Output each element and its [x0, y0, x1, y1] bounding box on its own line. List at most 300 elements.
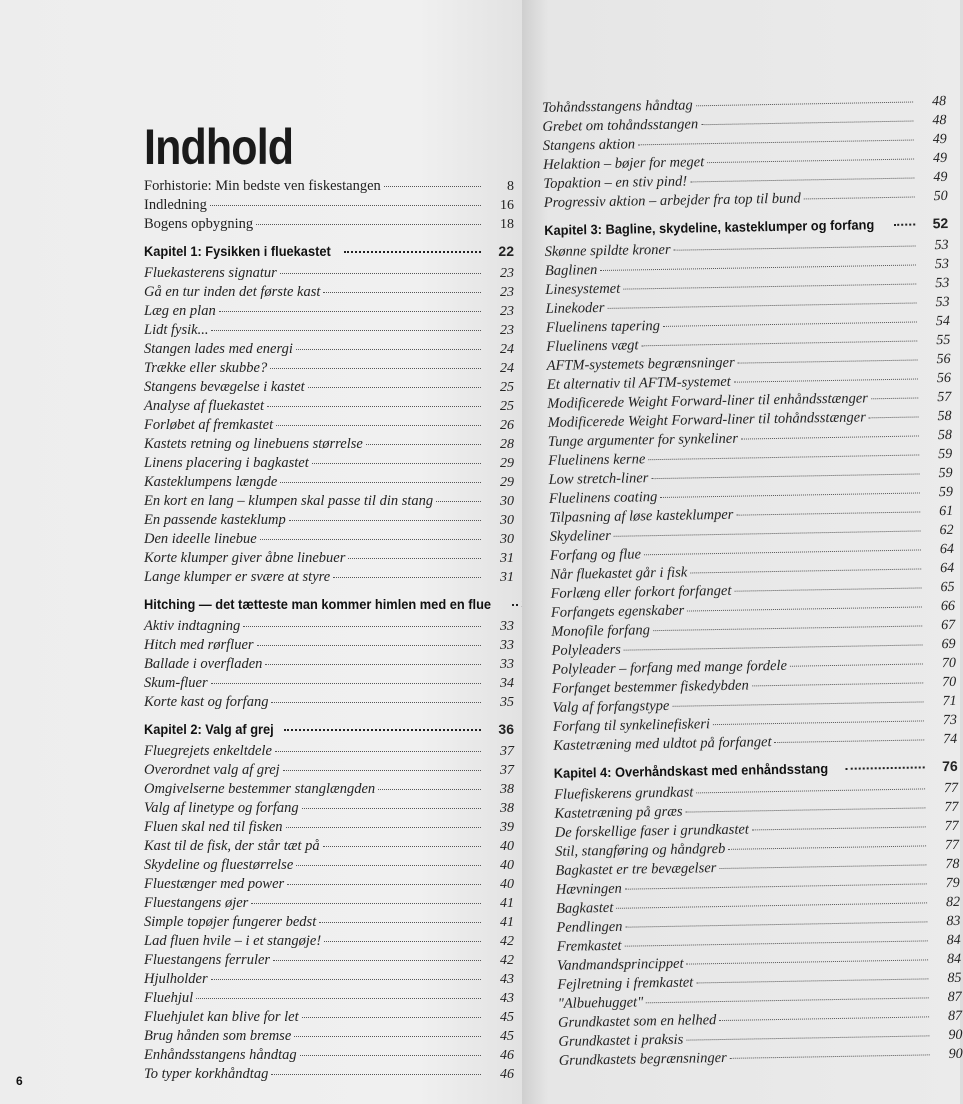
toc-page-number: 26 — [500, 418, 514, 433]
dot-leader — [738, 359, 918, 363]
toc-entry-title: Fluegrejets enkeltdele — [144, 743, 272, 759]
dot-leader — [638, 140, 914, 146]
toc-page-number: 23 — [500, 323, 514, 338]
toc-entry-title: Analyse af fluekastet — [144, 398, 264, 414]
dot-leader — [624, 940, 927, 946]
dot-leader — [871, 397, 918, 399]
toc-page-number: 38 — [500, 801, 514, 816]
toc-page-number: 40 — [500, 858, 514, 873]
dot-leader — [651, 473, 919, 479]
toc-entry-title: Gå en tur inden det første kast — [144, 284, 321, 300]
dot-leader — [672, 701, 923, 706]
toc-entry-title: Aktiv indtagning — [144, 618, 241, 634]
toc-entry — [144, 990, 514, 1009]
toc-entry-title: Tilpasning af løse kasteklumper — [549, 506, 734, 526]
toc-entry — [144, 933, 514, 952]
dot-leader — [707, 159, 914, 164]
dot-leader — [790, 663, 923, 666]
dot-leader — [646, 997, 929, 1003]
toc-entry-title: Kastetræning med uldtot på forfanget — [553, 734, 772, 754]
toc-page-number: 35 — [500, 695, 514, 710]
toc-entry-title: Kapitel 2: Valg af grej — [144, 722, 274, 737]
toc-entry-title: Fluelinens coating — [548, 489, 658, 507]
dot-leader — [775, 739, 925, 743]
toc-entry-title: Linesystemet — [545, 280, 621, 298]
dot-leader — [275, 751, 481, 752]
toc-page-number: 74 — [943, 731, 958, 748]
toc-entry-title: Pendlingen — [556, 918, 623, 936]
toc-entry-title: Fluestænger med power — [144, 876, 285, 892]
dot-leader — [366, 444, 481, 445]
toc-entry-title: Tunge argumenter for synkeliner — [547, 430, 739, 450]
dot-leader — [607, 302, 916, 308]
toc-entry-title: Skønne spildte kroner — [544, 241, 671, 260]
toc-page-number: 23 — [500, 285, 514, 300]
toc-page-number: 56 — [936, 351, 951, 368]
toc-page-number: 23 — [500, 266, 514, 281]
toc-page-number: 77 — [944, 799, 959, 816]
toc-entry — [144, 838, 514, 857]
toc-entry — [144, 637, 514, 656]
toc-page-number: 41 — [500, 915, 514, 930]
toc-page-number: 66 — [940, 598, 956, 615]
dot-leader — [280, 273, 481, 274]
toc-page-number: 61 — [939, 503, 954, 520]
toc-entry-title: Fluestangens ferruler — [144, 952, 271, 968]
dot-leader — [348, 558, 481, 559]
toc-entry — [144, 800, 514, 819]
toc-entry — [144, 952, 514, 971]
toc-page-number: 29 — [500, 475, 514, 490]
toc-entry-title: Den ideelle linebue — [144, 531, 257, 547]
toc-entry-title: Lidt fysik... — [144, 322, 209, 338]
toc-entry-title: Kapitel 3: Bagline, skydeline, kasteklumper og forfang — [544, 217, 875, 238]
toc-page-number: 53 — [934, 256, 950, 273]
toc-page-number: 64 — [940, 560, 955, 577]
toc-page-number: 33 — [500, 657, 514, 672]
toc-right-column — [542, 93, 963, 1072]
toc-page-number: 76 — [941, 757, 958, 775]
toc-page-number: 16 — [500, 198, 514, 213]
dot-leader — [804, 197, 915, 200]
dot-leader — [741, 435, 919, 439]
toc-entry — [144, 694, 514, 713]
toc-page-number: 84 — [946, 951, 962, 968]
dot-leader — [736, 511, 920, 515]
toc-entry-title: Skydeliner — [549, 527, 611, 545]
toc-page-number: 73 — [942, 712, 958, 729]
toc-page-number: 78 — [945, 856, 960, 873]
toc-entry — [144, 178, 514, 197]
dot-leader — [642, 340, 918, 346]
toc-entry-title: Forlæng eller forkort forfanget — [550, 582, 732, 602]
toc-entry-title: Stil, stangføring og håndgreb — [554, 840, 726, 860]
toc-page-number: 42 — [500, 934, 514, 949]
toc-page-number: 52 — [932, 214, 949, 232]
dot-leader — [686, 807, 926, 812]
dot-leader — [256, 224, 481, 225]
dot-leader — [384, 186, 481, 187]
toc-entry — [144, 474, 514, 493]
toc-entry — [144, 762, 514, 781]
toc-page-number: 40 — [500, 839, 514, 854]
dot-leader — [648, 454, 919, 460]
toc-page-number: 64 — [939, 541, 955, 558]
toc-entry-title: Kasteklumpens længde — [144, 474, 278, 490]
toc-page-number: 56 — [936, 370, 952, 387]
toc-page-number: 34 — [500, 676, 514, 691]
dot-leader — [251, 903, 481, 904]
toc-page-number: 45 — [500, 1029, 514, 1044]
toc-page-number: 28 — [500, 437, 514, 452]
toc-page-number: 39 — [500, 820, 514, 835]
dot-leader — [323, 292, 481, 293]
dot-leader — [696, 102, 913, 107]
toc-page-number: 37 — [500, 744, 514, 759]
toc-entry-title: En passende kasteklump — [144, 512, 286, 528]
toc-entry-title: Enhåndsstangens håndtag — [144, 1047, 297, 1063]
dot-leader — [260, 539, 481, 540]
toc-entry-title: Fluestangens øjer — [144, 895, 249, 911]
dot-leader — [308, 387, 481, 388]
toc-entry-title: Overordnet valg af grej — [144, 762, 280, 778]
toc-entry-title: Hitching — det tætteste man kommer himlen med en flue — [144, 597, 492, 612]
toc-entry-title: Korte kast og forfang — [144, 694, 269, 710]
dot-leader — [211, 683, 481, 684]
dot-leader — [690, 178, 914, 183]
toc-page-number: 45 — [500, 1010, 514, 1025]
toc-page-number: 84 — [946, 932, 961, 949]
dot-leader — [210, 205, 481, 206]
dot-leader — [196, 998, 481, 999]
dot-leader — [625, 883, 927, 889]
toc-entry-title: Kapitel 4: Overhåndskast med enhåndsstang — [553, 761, 829, 781]
toc-entry — [144, 971, 514, 990]
dot-leader — [686, 1035, 929, 1040]
dot-leader — [265, 664, 481, 665]
dot-leader — [512, 604, 518, 606]
toc-page-number: 49 — [933, 169, 948, 186]
toc-page-number: 25 — [500, 399, 514, 414]
toc-entry-title: Indledning — [144, 197, 207, 213]
toc-page-number: 90 — [948, 1046, 963, 1063]
toc-entry-title: Når fluekastet går i fisk — [550, 564, 688, 583]
toc-entry-title: Skum-fluer — [144, 675, 208, 691]
toc-page-number: 29 — [500, 456, 514, 471]
dot-leader — [752, 682, 923, 686]
toc-entry — [144, 512, 514, 531]
toc-entry-title: Hjulholder — [144, 971, 208, 987]
toc-page-number: 71 — [942, 693, 957, 710]
dot-leader — [869, 416, 919, 418]
toc-entry-title: Baglinen — [544, 262, 598, 279]
toc-page-number: 46 — [500, 1067, 514, 1082]
toc-page-number: 40 — [500, 877, 514, 892]
toc-entry — [144, 914, 514, 933]
toc-page-number: 87 — [947, 989, 962, 1006]
dot-leader — [713, 720, 924, 725]
toc-entry — [144, 360, 514, 379]
toc-page-number: 37 — [500, 763, 514, 778]
toc-page-number: 22 — [498, 243, 514, 259]
dot-leader — [616, 902, 927, 908]
dot-leader — [270, 368, 481, 369]
toc-entry-title: Grundkastets begrænsninger — [558, 1049, 727, 1069]
dot-leader — [846, 766, 925, 769]
dot-leader — [624, 644, 923, 650]
toc-entry-title: Kastetræning på græs — [554, 803, 683, 822]
dot-leader — [280, 482, 481, 483]
toc-page-number: 77 — [944, 818, 959, 835]
toc-entry-title: Forhistorie: Min bedste ven fiskestangen — [144, 178, 381, 194]
toc-entry-title: Lange klumper er svære at styre — [144, 569, 331, 585]
toc-entry — [144, 1028, 514, 1047]
dot-leader — [378, 789, 481, 790]
toc-page-number: 59 — [938, 484, 954, 501]
toc-entry-title: Linens placering i bagkastet — [144, 455, 309, 471]
dot-leader — [271, 1074, 481, 1075]
toc-entry — [144, 1066, 514, 1085]
toc-entry-title: Progressiv aktion – arbejder fra top til bund — [543, 190, 801, 211]
dot-leader — [219, 311, 481, 312]
toc-page-number: 69 — [941, 636, 956, 653]
toc-page-number: 42 — [500, 953, 514, 968]
toc-entry — [144, 197, 514, 216]
toc-page-number: 31 — [500, 570, 514, 585]
toc-entry-title: Bagkastet er tre bevægelser — [555, 860, 717, 879]
toc-entry-title: Simple topøjer fungerer bedst — [144, 914, 317, 930]
toc-page-number: 70 — [941, 655, 957, 672]
toc-entry — [144, 819, 514, 838]
toc-entry — [144, 379, 514, 398]
toc-page-number: 57 — [937, 389, 952, 406]
toc-page-number: 53 — [934, 237, 949, 254]
toc-entry-title: Monofile forfang — [551, 622, 651, 640]
toc-page-number: 24 — [500, 361, 514, 376]
dot-leader — [324, 941, 481, 942]
toc-entry — [144, 436, 514, 455]
toc-entry-title: En kort en lang – klumpen skal passe til din stang — [144, 493, 434, 509]
dot-leader — [302, 1017, 481, 1018]
dot-leader — [312, 463, 481, 464]
toc-entry-title: Grundkastet som en helhed — [557, 1012, 717, 1031]
toc-page-number: 49 — [932, 150, 948, 167]
toc-page-number: 25 — [500, 380, 514, 395]
toc-page-number: 23 — [500, 304, 514, 319]
dot-leader — [436, 501, 481, 502]
page-title: Indhold — [144, 119, 294, 175]
toc-entry-title: Kastets retning og linebuens størrelse — [144, 436, 363, 452]
dot-leader — [625, 921, 927, 927]
toc-entry — [144, 303, 514, 322]
toc-entry — [144, 618, 514, 637]
toc-entry — [144, 876, 514, 895]
toc-entry-title: Fremkastet — [556, 937, 622, 955]
toc-entry-title: Kapitel 1: Fysikken i fluekastet — [144, 244, 331, 259]
dot-leader — [294, 1036, 481, 1037]
dot-leader — [276, 425, 481, 426]
toc-entry-title: Hitch med rørfluer — [144, 637, 254, 653]
page-number: 6 — [16, 1074, 23, 1088]
toc-page-number: 36 — [498, 721, 514, 737]
dot-leader — [701, 121, 913, 126]
dot-leader — [696, 978, 928, 983]
toc-entry — [144, 569, 514, 588]
dot-leader — [690, 568, 921, 573]
toc-chapter-heading — [144, 596, 514, 618]
dot-leader — [287, 884, 481, 885]
toc-page-number: 83 — [946, 913, 961, 930]
toc-entry-title: Polyleaders — [551, 641, 622, 659]
toc-entry-title: Modificerede Weight Forward-liner til enhåndsstænger — [547, 390, 868, 412]
toc-entry — [144, 341, 514, 360]
dot-leader — [296, 865, 481, 866]
toc-entry-title: Forfanget bestemmer fiskedybden — [552, 677, 749, 697]
toc-entry-title: De forskellige faser i grundkastet — [554, 821, 750, 841]
toc-entry-title: "Albuehugget" — [557, 994, 644, 1012]
dot-leader — [687, 606, 922, 611]
toc-page-number: 53 — [935, 294, 950, 311]
dot-leader — [728, 845, 926, 849]
toc-page-number: 67 — [941, 617, 956, 634]
toc-entry-title: Trække eller skubbe? — [144, 360, 268, 376]
toc-left-column — [144, 178, 514, 1085]
toc-entry — [144, 216, 514, 235]
toc-page-number: 18 — [500, 217, 514, 232]
toc-entry-title: Linekoder — [545, 299, 605, 317]
dot-leader — [273, 960, 481, 961]
toc-entry-title: Tohåndsstangens håndtag — [542, 97, 693, 116]
toc-entry-title: Forløbet af fremkastet — [144, 417, 274, 433]
toc-page-number: 31 — [500, 551, 514, 566]
toc-entry-title: Modificerede Weight Forward-liner til tohåndsstænger — [547, 409, 866, 431]
toc-entry-title: Ballade i overfladen — [144, 656, 263, 672]
toc-entry — [144, 895, 514, 914]
toc-page-number: 53 — [935, 275, 950, 292]
dot-leader — [674, 246, 916, 251]
toc-page-number: 43 — [500, 991, 514, 1006]
toc-entry — [144, 531, 514, 550]
toc-entry-title: Fluelinens vægt — [546, 337, 639, 355]
toc-page-number: 50 — [933, 188, 948, 205]
toc-page-number: 62 — [939, 522, 954, 539]
toc-page-number: 33 — [500, 638, 514, 653]
toc-entry-title: Fejlretning i fremkastet — [557, 974, 694, 993]
toc-entry-title: Skydeline og fluestørrelse — [144, 857, 294, 873]
toc-entry-title: Hævningen — [555, 880, 622, 898]
dot-leader — [344, 251, 481, 253]
dot-leader — [302, 808, 481, 809]
toc-entry-title: Polyleader – forfang med mange fordele — [551, 657, 788, 678]
dot-leader — [663, 321, 917, 326]
toc-entry-title: Lad fluen hvile – i et stangøje! — [144, 933, 322, 949]
toc-entry — [144, 675, 514, 694]
dot-leader — [600, 264, 916, 271]
toc-entry-title: Stangen lades med energi — [144, 341, 293, 357]
dot-leader — [752, 826, 926, 830]
toc-page-number: 46 — [500, 1048, 514, 1063]
toc-entry-title: Fluelinens tapering — [545, 317, 661, 336]
toc-entry-title: Grebet om tohåndsstangen — [542, 116, 699, 135]
toc-entry-title: Fluefiskerens grundkast — [553, 784, 694, 803]
toc-entry-title: Helaktion – bøjer for meget — [542, 154, 705, 173]
toc-entry-title: Vandmandsprincippet — [556, 955, 684, 974]
toc-entry-title: Topaktion – en stiv pind! — [543, 173, 688, 192]
dot-leader — [286, 827, 481, 828]
dot-leader — [653, 625, 922, 631]
toc-entry — [144, 455, 514, 474]
toc-entry-title: Korte klumper giver åbne linebuer — [144, 550, 346, 566]
dot-leader — [257, 645, 481, 646]
dot-leader — [289, 520, 481, 521]
toc-page-number: 59 — [938, 465, 953, 482]
dot-leader — [734, 587, 921, 591]
toc-entry-title: Fluehjul — [144, 990, 194, 1006]
dot-leader — [211, 979, 481, 980]
toc-page-number: 55 — [936, 332, 951, 349]
toc-page-number: 48 — [931, 93, 947, 110]
toc-page-number: 8 — [507, 179, 514, 194]
toc-entry — [144, 284, 514, 303]
toc-entry — [144, 1047, 514, 1066]
toc-page-number: 30 — [500, 513, 514, 528]
toc-page-number: 24 — [500, 342, 514, 357]
toc-page-number: 48 — [932, 112, 947, 129]
dot-leader — [319, 922, 481, 923]
dot-leader — [271, 702, 481, 703]
toc-page-number: 79 — [945, 875, 960, 892]
toc-entry-title: Low stretch-liner — [548, 470, 649, 488]
toc-entry-title: Valg af forfangstype — [552, 697, 670, 716]
dot-leader — [323, 846, 481, 847]
toc-page-number: 82 — [945, 894, 961, 911]
toc-entry-title: Et alternativ til AFTM-systemet — [546, 373, 731, 393]
toc-page-number: 49 — [932, 131, 947, 148]
toc-page-number: 30 — [500, 532, 514, 547]
dot-leader — [644, 549, 921, 555]
toc-entry — [144, 322, 514, 341]
toc-entry-title: Omgivelserne bestemmer stanglængden — [144, 781, 376, 797]
dot-leader — [687, 959, 929, 964]
toc-page-number: 33 — [500, 619, 514, 634]
toc-page-number: 54 — [935, 313, 951, 330]
toc-entry-title: Bagkastet — [555, 899, 614, 917]
toc-page-number: 30 — [500, 494, 514, 509]
dot-leader — [730, 1054, 930, 1058]
toc-page-number: 58 — [937, 427, 953, 444]
toc-entry-title: Bogens opbygning — [144, 216, 254, 232]
toc-chapter-heading — [144, 721, 514, 743]
toc-entry-title: Forfang til synkelinefiskeri — [552, 716, 711, 735]
dot-leader — [660, 492, 920, 498]
dot-leader — [267, 406, 481, 407]
toc-page-number: 43 — [500, 972, 514, 987]
toc-entry-title: Fluehjulet kan blive for let — [144, 1009, 299, 1025]
toc-entry — [144, 857, 514, 876]
dot-leader — [895, 224, 916, 226]
dot-leader — [734, 378, 918, 382]
toc-entry-title: Forfangets egenskaber — [550, 602, 685, 621]
dot-leader — [696, 788, 925, 793]
toc-entry-title: Kast til de fisk, der står tæt på — [144, 838, 320, 854]
toc-entry-title: AFTM-systemets begrænsninger — [546, 354, 735, 374]
toc-entry — [144, 417, 514, 436]
toc-page-number: 41 — [500, 896, 514, 911]
dot-leader — [296, 349, 481, 350]
toc-page-number: 38 — [500, 782, 514, 797]
toc-entry-title: Fluelinens kerne — [548, 451, 646, 469]
toc-page-number: 70 — [942, 674, 957, 691]
